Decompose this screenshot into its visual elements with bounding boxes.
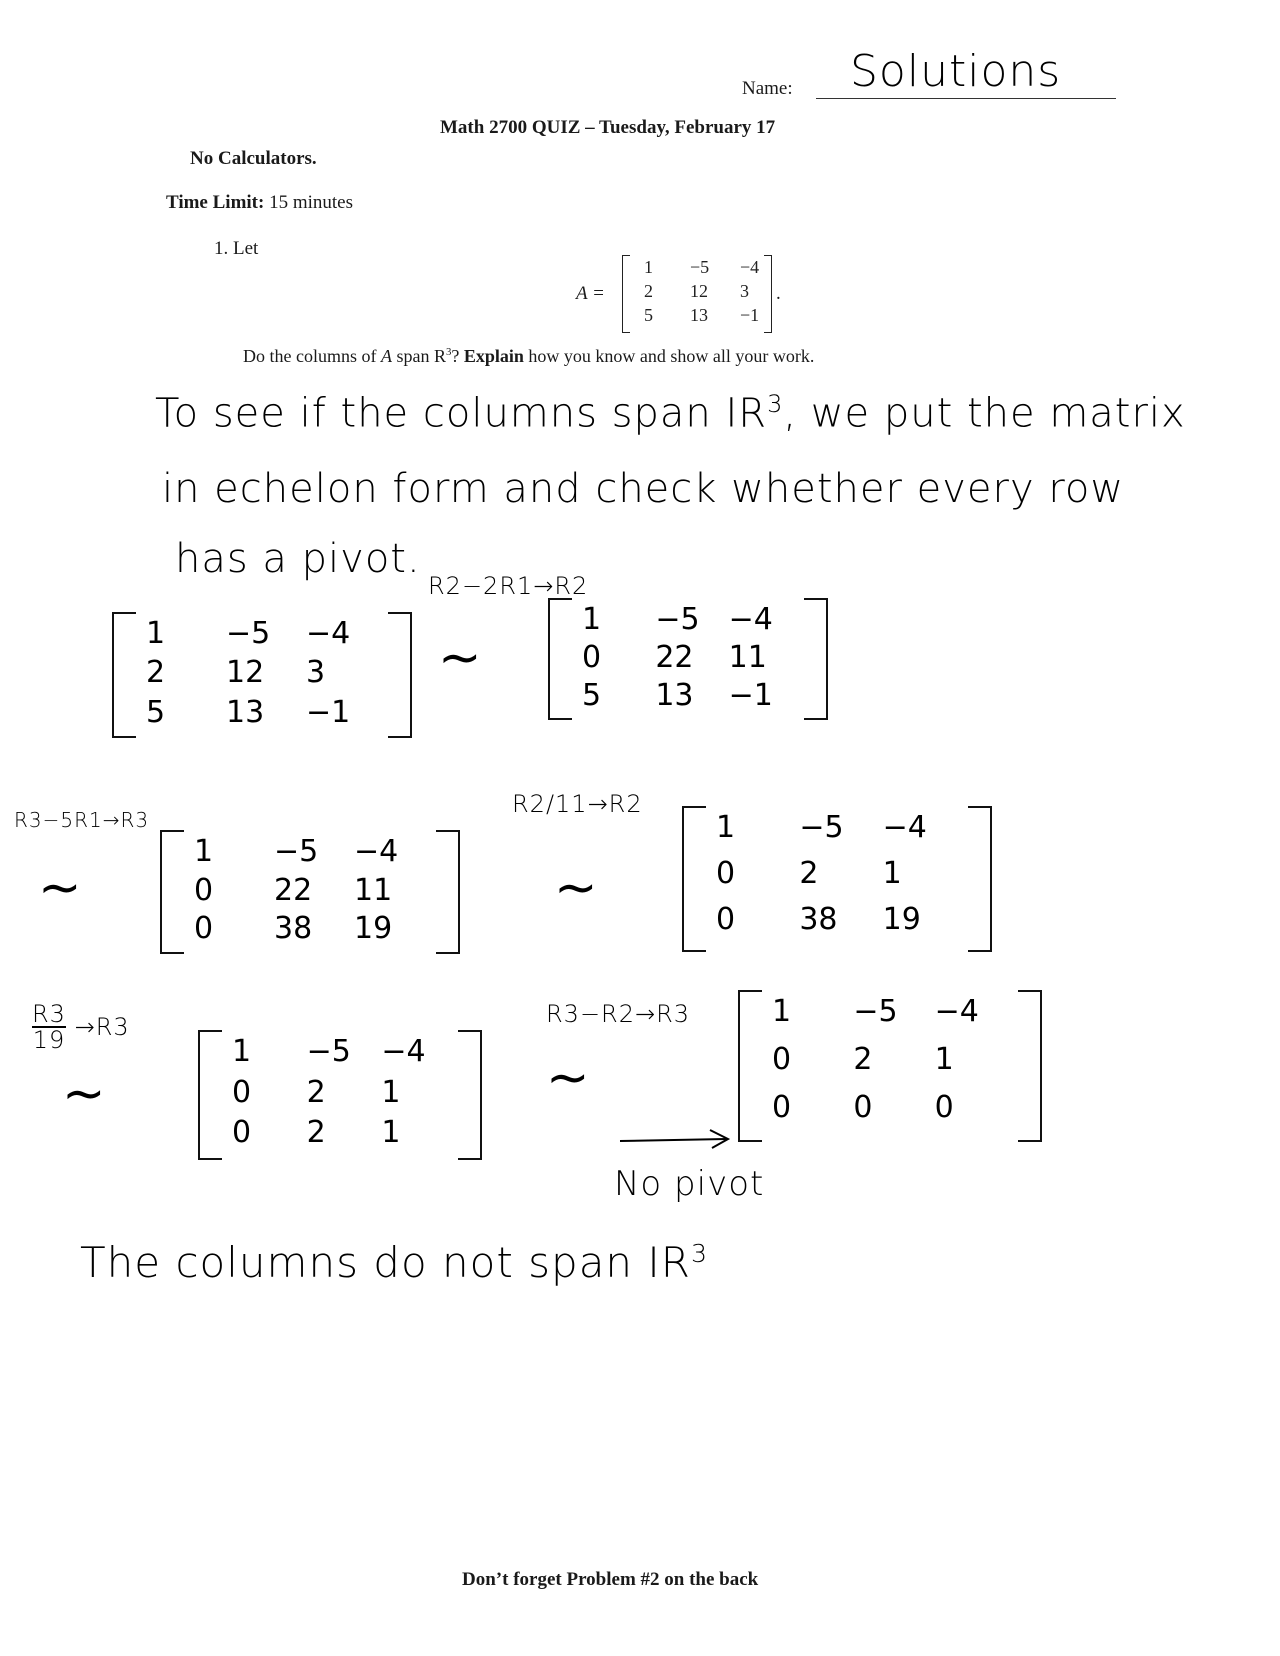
matrix-cell-0-1: −5 bbox=[853, 994, 898, 1029]
bracket-right bbox=[968, 806, 992, 952]
matrix-cell-1-0: 0 bbox=[582, 640, 602, 675]
matrix-cell-0-0: 1 bbox=[194, 834, 214, 869]
matrix-cell-2-1: 13 bbox=[226, 694, 265, 730]
bracket-right bbox=[436, 830, 460, 954]
matrix-a-cell-1-1: 12 bbox=[690, 281, 708, 301]
matrix-cell-0-2: −4 bbox=[306, 616, 351, 651]
question-bold: Explain bbox=[463, 346, 524, 366]
tilde-2: ~ bbox=[38, 858, 82, 918]
matrix-cell-1-1: 2 bbox=[853, 1042, 873, 1077]
question-q: ? bbox=[451, 346, 460, 366]
matrix-a-cell-2-1: 13 bbox=[690, 305, 708, 325]
bracket-left bbox=[198, 1030, 222, 1160]
name-value: Solutions bbox=[850, 46, 1062, 97]
tilde-3: ~ bbox=[554, 858, 598, 918]
bracket-left bbox=[738, 990, 762, 1142]
matrix-cell-1-1: 2 bbox=[799, 856, 819, 891]
matrix-cell-0-1: −5 bbox=[799, 810, 844, 845]
bracket-right bbox=[764, 255, 772, 333]
matrix-a-cell-2-2: −1 bbox=[740, 305, 760, 325]
matrix-step-5 bbox=[738, 990, 1042, 1142]
matrix-step-1 bbox=[548, 598, 828, 720]
matrix-cell-2-0: 5 bbox=[582, 678, 602, 713]
matrix-cell-1-0: 2 bbox=[146, 655, 166, 691]
name-underline bbox=[816, 98, 1116, 99]
matrix-cell-2-2: 19 bbox=[882, 902, 921, 937]
step4-label bbox=[32, 1002, 130, 1052]
step3-label: R2/11→R2 bbox=[512, 790, 643, 818]
bracket-right bbox=[458, 1030, 482, 1160]
tilde-4: ~ bbox=[62, 1064, 106, 1124]
solution-line-1 bbox=[155, 390, 1186, 436]
conclusion-text: The columns do not span IR bbox=[80, 1238, 691, 1287]
time-limit-label: Time Limit: bbox=[166, 192, 265, 213]
matrix-a-cell-2-0: 5 bbox=[644, 305, 653, 325]
matrix-step-3 bbox=[682, 806, 992, 952]
bracket-left bbox=[622, 255, 630, 333]
matrix-cell-0-1: −5 bbox=[274, 834, 319, 869]
matrix-a-cell-0-2: −4 bbox=[740, 257, 760, 277]
matrix-a-cell-0-0: 1 bbox=[644, 257, 653, 277]
matrix-cell-1-0: 0 bbox=[194, 872, 214, 908]
bracket-right bbox=[804, 598, 828, 720]
matrix-cell-2-0: 0 bbox=[194, 911, 214, 947]
conclusion bbox=[80, 1238, 708, 1287]
question-sup: 3 bbox=[445, 346, 452, 358]
tilde-1: ~ bbox=[438, 628, 482, 688]
matrix-cell-2-0: 0 bbox=[716, 902, 736, 937]
bracket-right bbox=[388, 612, 412, 738]
matrix-original bbox=[112, 612, 412, 738]
quiz-title: Math 2700 QUIZ – Tuesday, February 17 bbox=[440, 117, 776, 138]
bracket-right bbox=[1018, 990, 1042, 1142]
matrix-cell-0-0: 1 bbox=[582, 602, 602, 637]
matrix-cell-2-1: 13 bbox=[655, 678, 694, 713]
matrix-cell-1-1: 22 bbox=[655, 640, 694, 675]
matrix-cell-0-1: −5 bbox=[655, 602, 700, 637]
matrix-cell-0-0: 1 bbox=[716, 810, 736, 845]
matrix-cell-2-1: 38 bbox=[274, 911, 313, 947]
matrix-cell-2-0: 5 bbox=[146, 694, 166, 730]
matrix-cell-0-2: −4 bbox=[354, 834, 399, 869]
matrix-cell-2-2: 0 bbox=[934, 1090, 954, 1125]
matrix-cell-0-2: −4 bbox=[381, 1034, 426, 1069]
matrix-cell-1-2: 11 bbox=[728, 640, 767, 675]
question-post: how you know and show all your work. bbox=[528, 346, 815, 366]
matrix-a-cell-1-2: 3 bbox=[740, 281, 749, 301]
bracket-left bbox=[160, 830, 184, 954]
matrix-cell-0-2: −4 bbox=[934, 994, 979, 1029]
question-pre: Do the columns of bbox=[243, 346, 377, 366]
matrix-a-cell-0-1: −5 bbox=[690, 257, 710, 277]
name-label: Name: bbox=[742, 78, 793, 99]
matrix-cell-2-0: 0 bbox=[232, 1115, 252, 1151]
matrix-cell-1-0: 0 bbox=[716, 856, 736, 891]
step4-label-num: R3 bbox=[32, 1000, 66, 1028]
matrix-cell-2-2: −1 bbox=[306, 694, 351, 730]
step1-label: R2−2R1→R2 bbox=[428, 572, 589, 600]
no-calculators: No Calculators. bbox=[190, 148, 317, 169]
arrow-icon bbox=[618, 1126, 734, 1152]
matrix-cell-1-1: 22 bbox=[274, 872, 313, 908]
matrix-cell-0-2: −4 bbox=[728, 602, 773, 637]
solution-line-1-end: , we put the matrix bbox=[783, 390, 1186, 437]
bracket-left bbox=[682, 806, 706, 952]
matrix-label: A = bbox=[576, 283, 605, 304]
problem-number: 1. Let bbox=[214, 238, 259, 259]
matrix-cell-0-0: 1 bbox=[146, 616, 166, 651]
step4-label-arrow: →R3 bbox=[74, 1013, 130, 1041]
step4-label-den: 19 bbox=[32, 1026, 66, 1054]
matrix-cell-2-2: 1 bbox=[381, 1115, 401, 1151]
question-mid: span R bbox=[396, 346, 446, 366]
matrix-cell-1-0: 0 bbox=[232, 1074, 252, 1110]
question-var: A bbox=[380, 346, 392, 366]
matrix-cell-1-2: 1 bbox=[882, 856, 902, 891]
matrix-cell-1-2: 3 bbox=[306, 655, 326, 691]
matrix-cell-1-2: 1 bbox=[381, 1074, 401, 1110]
step2-label: R3−5R1→R3 bbox=[14, 808, 150, 832]
matrix-cell-0-2: −4 bbox=[882, 810, 927, 845]
question bbox=[243, 346, 814, 367]
matrix-end: . bbox=[776, 283, 781, 304]
matrix-cell-1-2: 1 bbox=[934, 1042, 954, 1077]
solution-line-3: has a pivot. bbox=[175, 536, 421, 582]
matrix-cell-0-1: −5 bbox=[306, 1034, 351, 1069]
bracket-left bbox=[548, 598, 572, 720]
matrix-cell-2-1: 38 bbox=[799, 902, 838, 937]
bracket-left bbox=[112, 612, 136, 738]
matrix-cell-2-1: 2 bbox=[306, 1115, 326, 1151]
matrix-cell-0-0: 1 bbox=[232, 1034, 252, 1069]
matrix-cell-2-2: 19 bbox=[354, 911, 393, 947]
time-limit-value: 15 minutes bbox=[269, 192, 354, 213]
solution-line-1-sup: 3 bbox=[767, 390, 784, 418]
matrix-cell-1-1: 2 bbox=[306, 1074, 326, 1110]
given-matrix-a bbox=[622, 255, 772, 333]
tilde-5: ~ bbox=[546, 1048, 590, 1108]
no-pivot-label: No pivot bbox=[614, 1164, 765, 1204]
matrix-cell-1-2: 11 bbox=[354, 872, 393, 908]
conclusion-sup: 3 bbox=[690, 1239, 708, 1268]
time-limit bbox=[166, 192, 353, 214]
matrix-cell-2-0: 0 bbox=[772, 1090, 792, 1125]
solution-line-2: in echelon form and check whether every row bbox=[162, 466, 1125, 512]
matrix-cell-0-1: −5 bbox=[226, 616, 271, 651]
step5-label: R3−R2→R3 bbox=[546, 1000, 691, 1028]
matrix-cell-1-1: 12 bbox=[226, 655, 265, 691]
matrix-cell-1-0: 0 bbox=[772, 1042, 792, 1077]
solution-line-1-text: To see if the columns span IR bbox=[155, 390, 768, 437]
matrix-a-cell-1-0: 2 bbox=[644, 281, 653, 301]
matrix-step-4 bbox=[198, 1030, 482, 1160]
matrix-cell-0-0: 1 bbox=[772, 994, 792, 1029]
matrix-step-2 bbox=[160, 830, 460, 954]
matrix-cell-2-2: −1 bbox=[728, 678, 773, 713]
footer-note: Don’t forget Problem #2 on the back bbox=[462, 1569, 759, 1590]
matrix-cell-2-1: 0 bbox=[853, 1090, 873, 1125]
